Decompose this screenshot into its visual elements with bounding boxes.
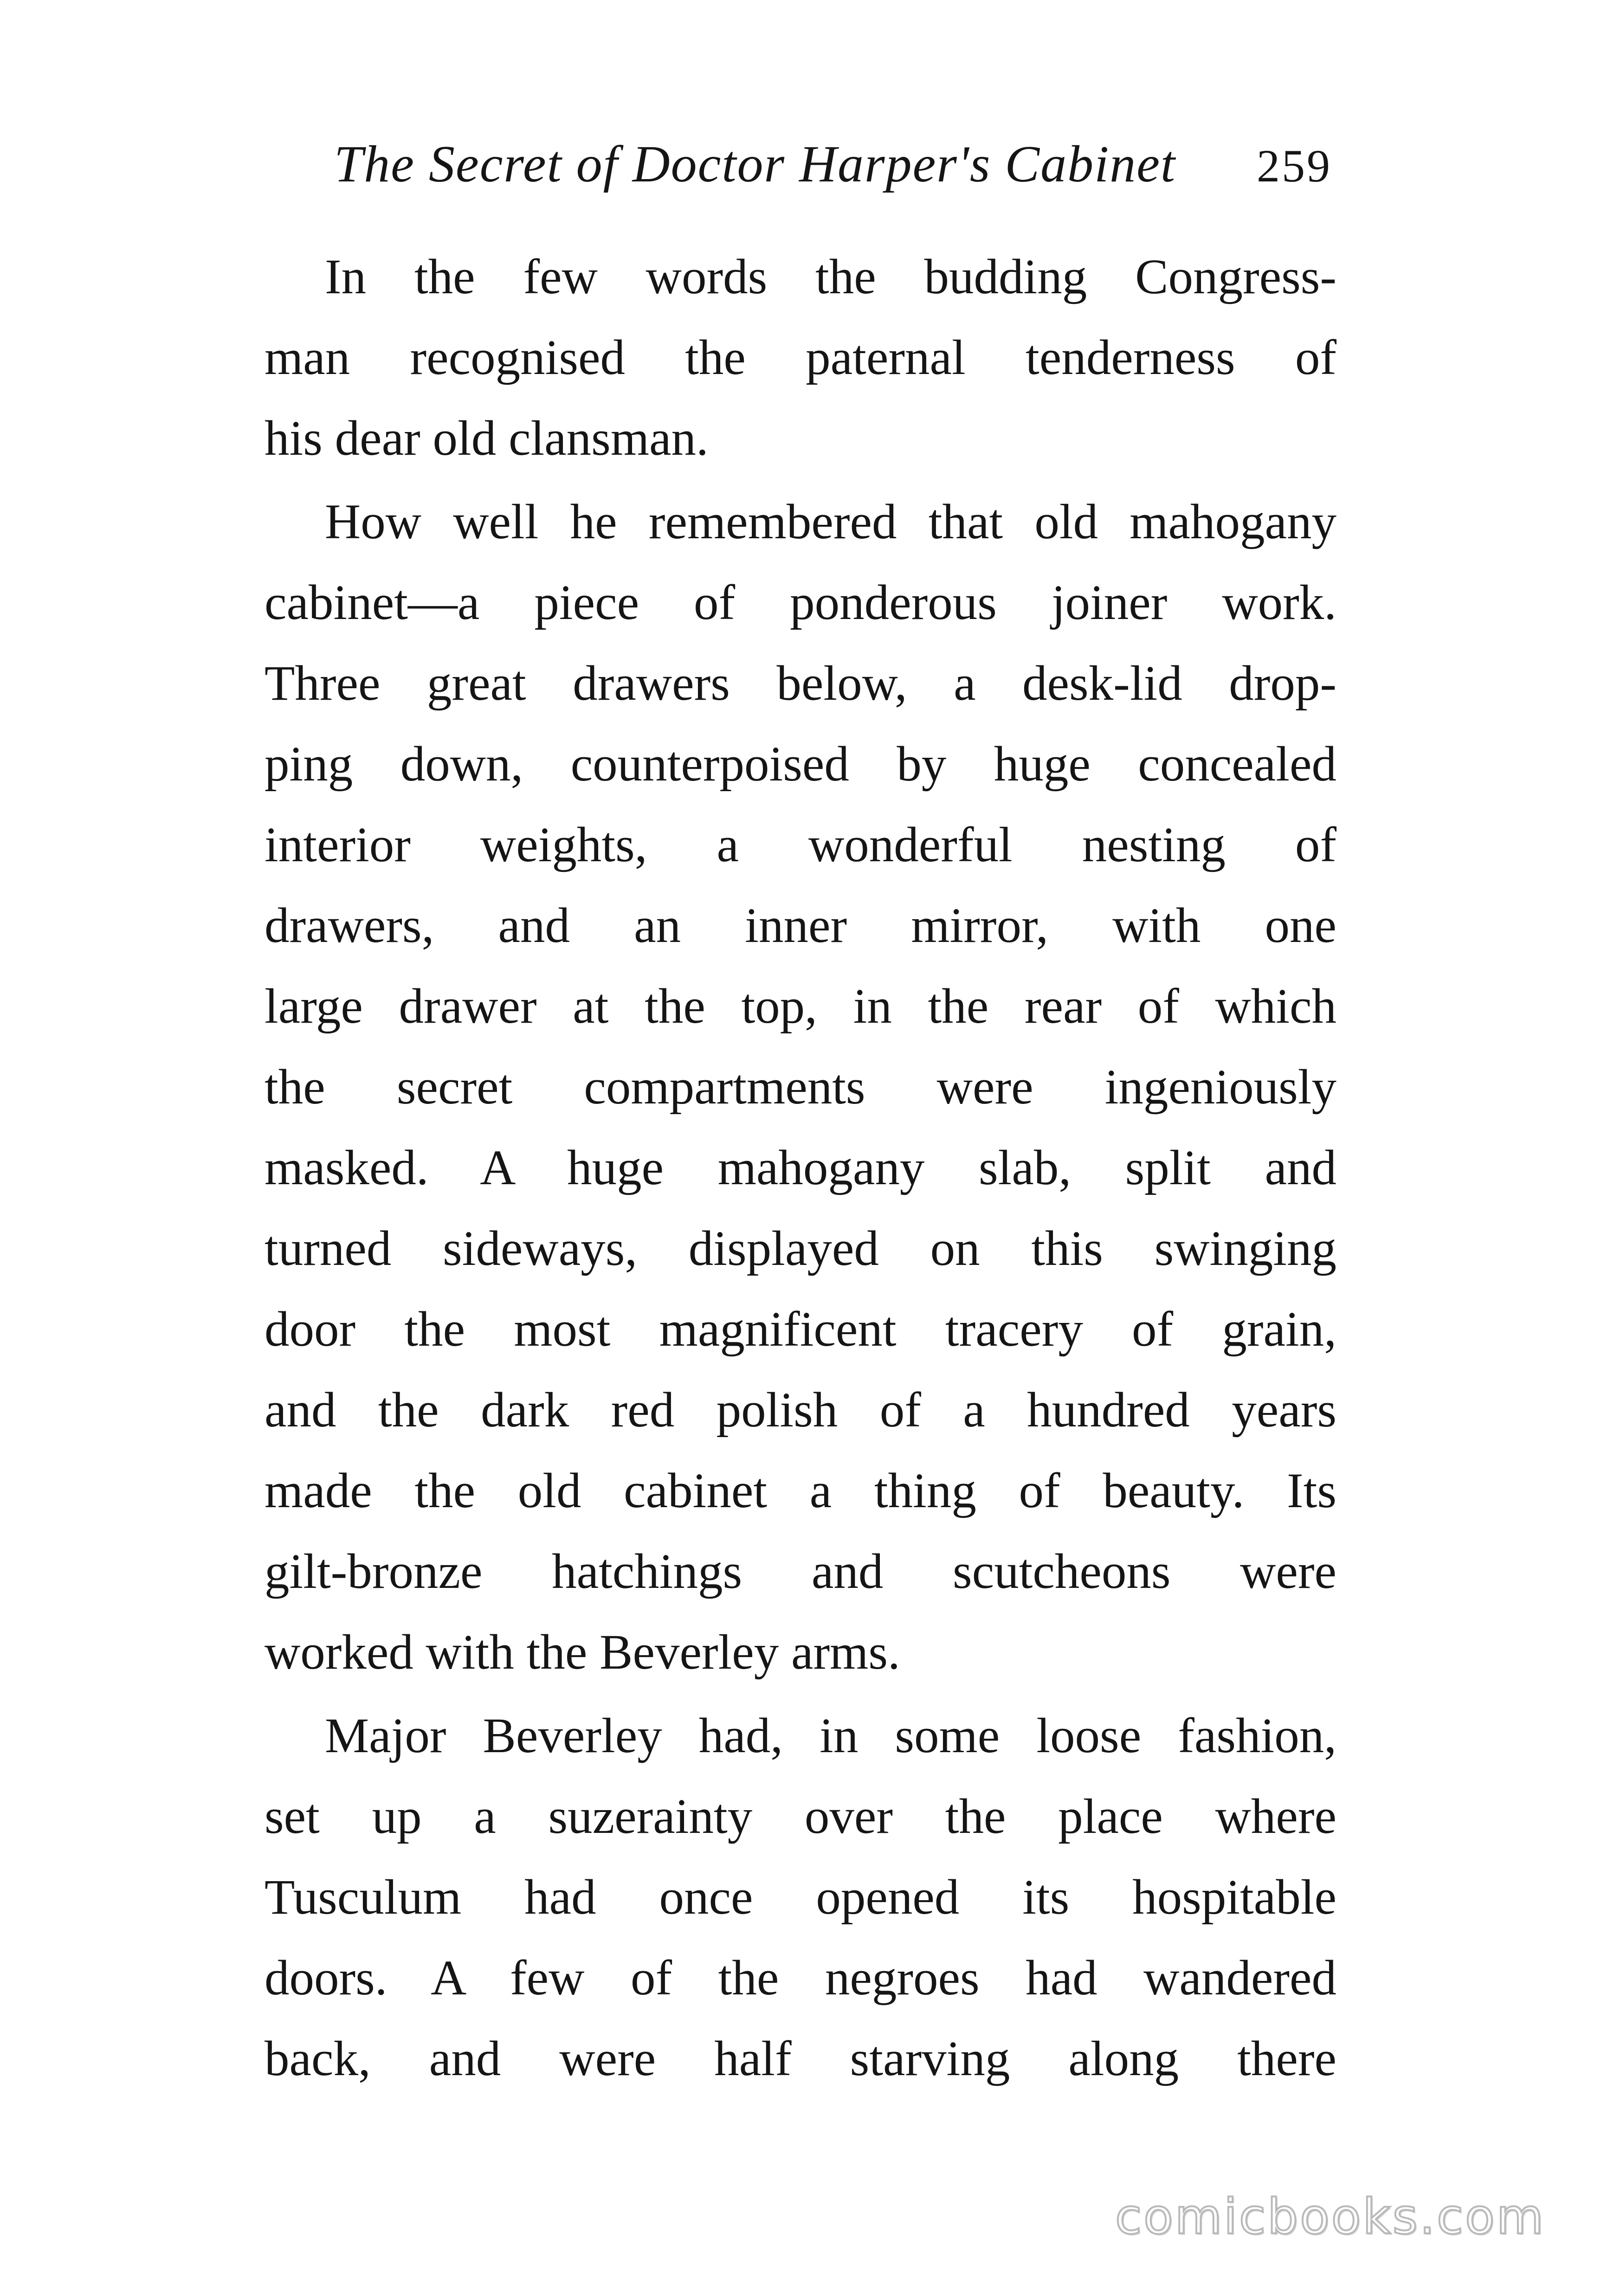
text-line: interior weights, a wonderful nesting of — [265, 818, 1336, 872]
text-line: door the most magnificent tracery of grain, — [265, 1302, 1336, 1357]
text-line: turned sideways, displayed on this swinging — [265, 1221, 1336, 1276]
text-line: set up a suzerainty over the place where — [265, 1789, 1336, 1844]
text-line: worked with the Beverley arms. — [265, 1625, 900, 1680]
text-line: man recognised the paternal tenderness of — [265, 330, 1336, 385]
text-line: ping down, counterpoised by huge concealed — [265, 737, 1336, 792]
text-line: Three great drawers below, a desk-lid drop- — [265, 656, 1336, 711]
text-line: the secret compartments were ingeniously — [265, 1060, 1336, 1115]
watermark: comicbooks.com — [1115, 2188, 1545, 2245]
text-line: Tusculum had once opened its hospitable — [265, 1870, 1336, 1925]
text-line: drawers, and an inner mirror, with one — [265, 898, 1336, 953]
text-line: his dear old clansman. — [265, 411, 709, 466]
text-line: doors. A few of the negroes had wandered — [265, 1951, 1336, 2006]
text-line: How well he remembered that old mahogany — [325, 495, 1336, 549]
text-line: and the dark red polish of a hundred years — [265, 1383, 1336, 1438]
text-line: In the few words the budding Congress- — [325, 250, 1336, 304]
text-line: gilt-bronze hatchings and scutcheons were — [265, 1544, 1336, 1599]
body-text — [265, 237, 1336, 2099]
page-number: 259 — [1257, 140, 1332, 192]
text-line: Major Beverley had, in some loose fashion, — [325, 1709, 1336, 1763]
running-title: The Secret of Doctor Harper's Cabinet — [334, 135, 1176, 193]
running-head — [334, 135, 1332, 204]
text-line: back, and were half starving along there — [265, 2032, 1336, 2086]
text-line: cabinet—a piece of ponderous joiner work. — [265, 575, 1336, 630]
text-line: made the old cabinet a thing of beauty. Its — [265, 1464, 1336, 1518]
text-line: masked. A huge mahogany slab, split and — [265, 1141, 1336, 1195]
text-line: large drawer at the top, in the rear of which — [265, 979, 1336, 1034]
